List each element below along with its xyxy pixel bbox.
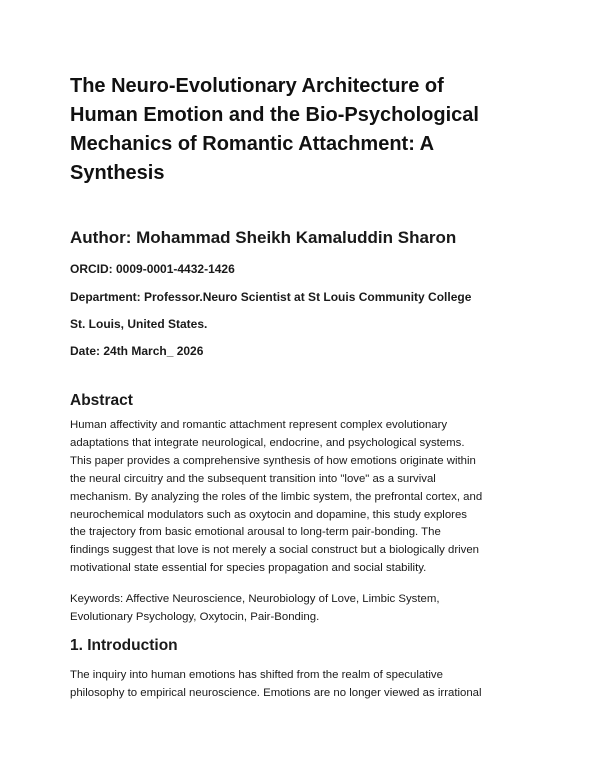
abstract-line: motivational state essential for species propagation and social stability.	[70, 562, 427, 575]
paper-title	[70, 72, 540, 188]
author-line: Author: Mohammad Sheikh Kamaluddin Sharon	[70, 228, 457, 247]
department-line: Department: Professor.Neuro Scientist at St Louis Community College	[70, 290, 472, 304]
keywords-block	[70, 591, 540, 627]
abstract-line: neurochemical modulators such as oxytocin and dopamine, this study explores	[70, 508, 467, 521]
title-line: Synthesis	[70, 162, 165, 184]
title-line: The Neuro-Evolutionary Architecture of	[70, 75, 444, 97]
abstract-line: findings suggest that love is not merely a social construct but a biologically driven	[70, 544, 480, 557]
date-line: Date: 24th March_ 2026	[70, 344, 204, 358]
abstract-line: Human affectivity and romantic attachment represent complex evolutionary	[70, 419, 448, 431]
abstract-line: the neural circuitry and the subsequent transition into "love" as a survival	[70, 472, 436, 485]
location-line: St. Louis, United States.	[70, 317, 208, 331]
introduction-line: philosophy to empirical neuroscience. Emotions are no longer viewed as irrational	[70, 686, 482, 699]
keywords-line: Evolutionary Psychology, Oxytocin, Pair-Bonding.	[70, 610, 320, 623]
keywords-line: Keywords: Affective Neuroscience, Neurobiology of Love, Limbic System,	[70, 593, 440, 605]
abstract-heading: Abstract	[70, 392, 133, 409]
abstract-line: mechanism. By analyzing the roles of the limbic system, the prefrontal cortex, and	[70, 490, 483, 503]
title-line: Human Emotion and the Bio-Psychological	[70, 104, 479, 126]
introduction-line: The inquiry into human emotions has shifted from the realm of speculative	[70, 669, 443, 681]
abstract-body	[70, 417, 540, 578]
abstract-line: This paper provides a comprehensive synthesis of how emotions originate within	[70, 454, 476, 467]
orcid-line: ORCID: 0009-0001-4432-1426	[70, 262, 235, 276]
title-line: Mechanics of Romantic Attachment: A	[70, 133, 435, 155]
introduction-heading: 1. Introduction	[70, 637, 178, 654]
abstract-line: the trajectory from basic emotional arousal to long-term pair-bonding. The	[70, 526, 441, 539]
introduction-body	[70, 667, 540, 703]
abstract-line: adaptations that integrate neurological, endocrine, and psychological systems.	[70, 436, 465, 449]
